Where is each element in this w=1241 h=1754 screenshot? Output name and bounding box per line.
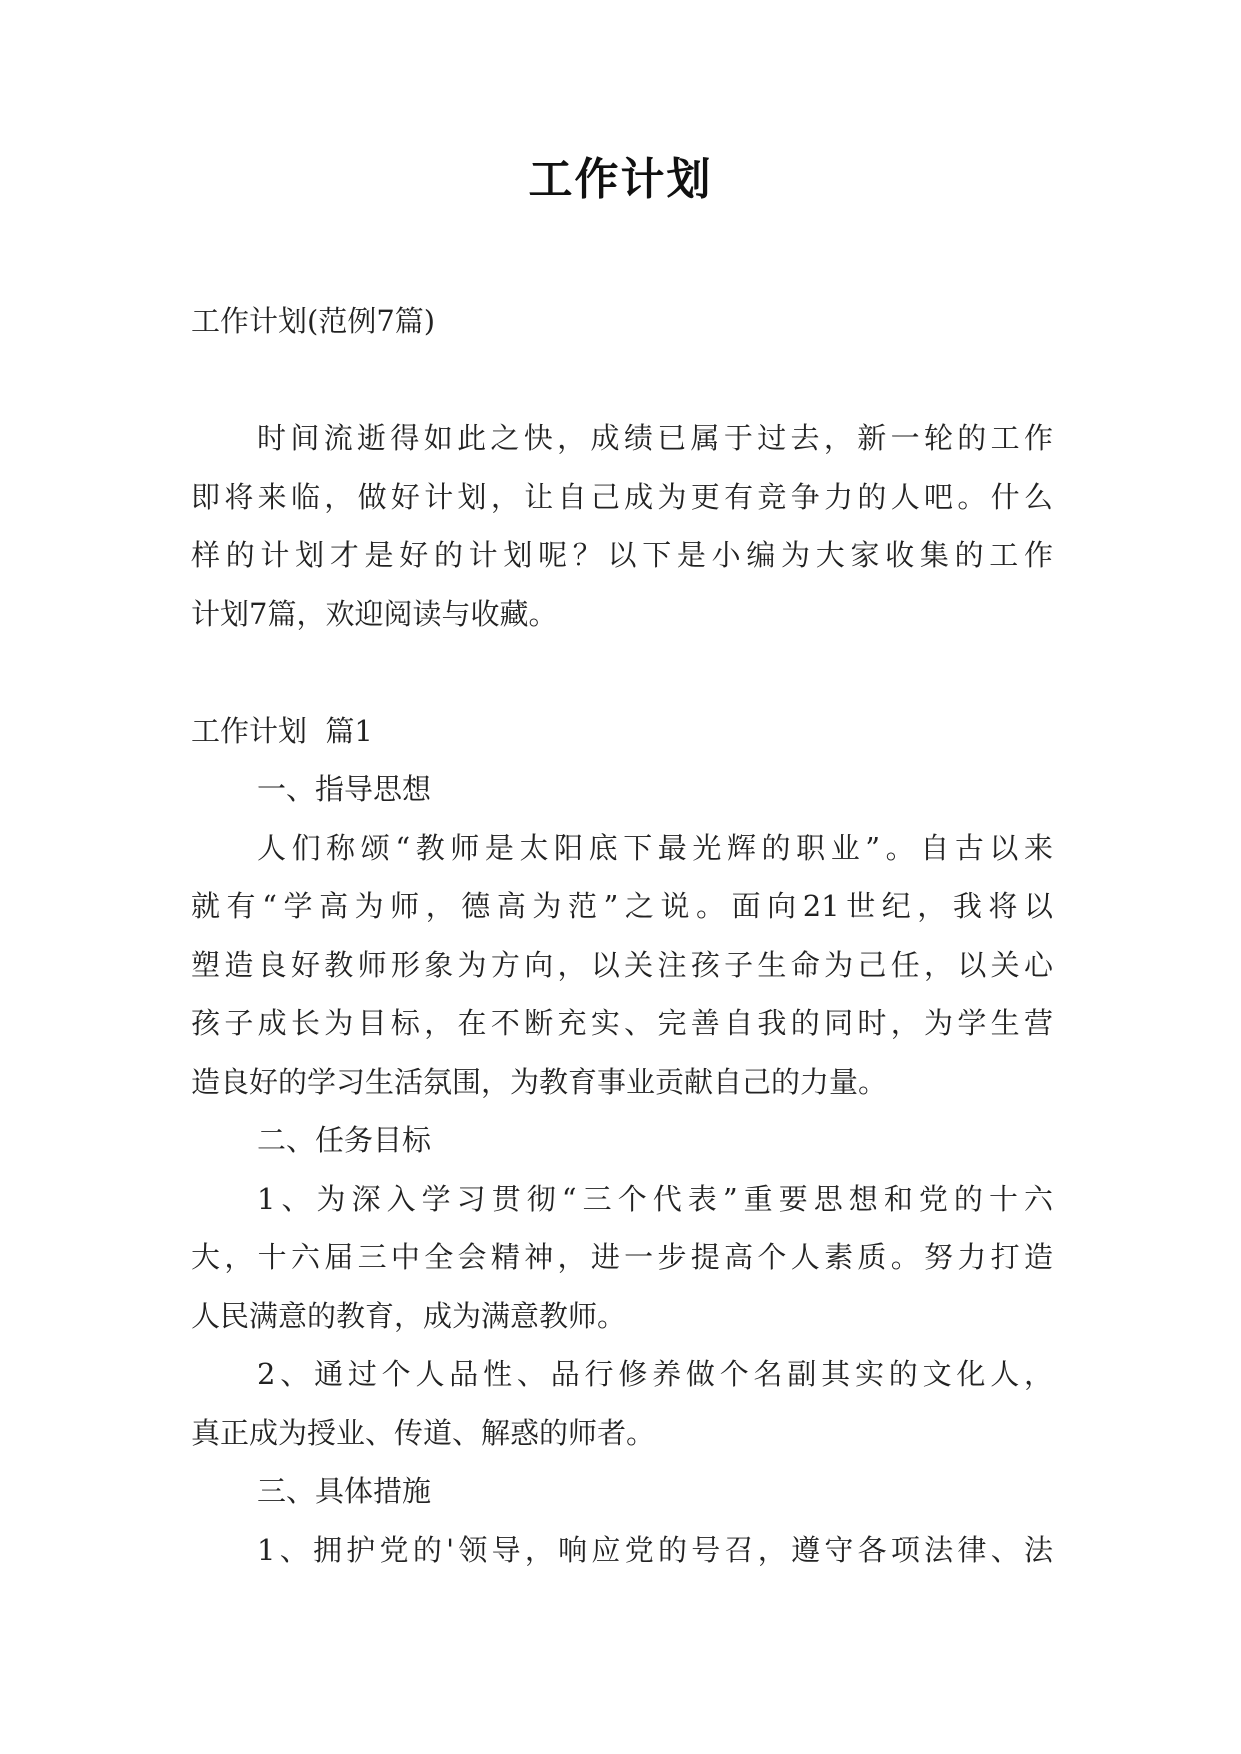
- intro-paragraph: [191, 409, 1053, 643]
- paragraph-line: 塑造良好教师形象为方向，以关注孩子生命为己任，以关心: [191, 947, 1053, 982]
- paragraph-line: 大，十六届三中全会精神，进一步提高个人素质。努力打造: [191, 1240, 1053, 1274]
- paragraph-line: 1、拥护党的'领导，响应党的号召，遵守各项法律、法: [257, 1532, 1053, 1567]
- paragraph-line: 样的计划才是好的计划呢？以下是小编为大家收集的工作: [191, 538, 1053, 572]
- part-heading: 二、任务目标: [257, 1123, 432, 1157]
- section-heading: 工作计划 篇1: [191, 713, 373, 748]
- document-title: 工作计划: [528, 154, 713, 205]
- paragraph-line: 孩子成长为目标，在不断充实、完善自我的同时，为学生营: [191, 1006, 1053, 1040]
- document-subtitle: 工作计划(范例7篇): [191, 304, 436, 338]
- paragraph-line: 1、为深入学习贯彻“三个代表”重要思想和党的十六: [257, 1181, 1053, 1216]
- paragraph-line: 人民满意的教育，成为满意教师。: [191, 1298, 627, 1333]
- paragraph-line: 计划7篇，欢迎阅读与收藏。: [191, 596, 558, 631]
- spacer: [191, 643, 1053, 702]
- spacer: [191, 351, 1053, 410]
- paragraph-line: 造良好的学习生活氛围，为教育事业贡献自己的力量。: [191, 1064, 888, 1099]
- document-body: [191, 292, 1053, 1579]
- measures-item-1: [191, 1521, 1053, 1580]
- paragraph-line: 即将来临，做好计划，让自己成为更有竞争力的人吧。什么: [191, 479, 1053, 514]
- paragraph-line: 人们称颂“教师是太阳底下最光辉的职业”。自古以来: [257, 830, 1053, 865]
- task-goal-item-1: [191, 1170, 1053, 1346]
- paragraph-line: 真正成为授业、传道、解惑的师者。: [191, 1415, 656, 1450]
- paragraph-line: 就有“学高为师，德高为范”之说。面向21世纪，我将以: [191, 889, 1053, 923]
- task-goal-item-2: [191, 1345, 1053, 1462]
- paragraph-line: 时间流逝得如此之快，成绩已属于过去，新一轮的工作: [257, 421, 1053, 455]
- part-heading: 三、具体措施: [257, 1474, 432, 1508]
- guiding-thought-paragraph: [191, 819, 1053, 1112]
- paragraph-line: 2、通过个人品性、品行修养做个名副其实的文化人，: [257, 1357, 1053, 1391]
- part-heading: 一、指导思想: [257, 772, 432, 806]
